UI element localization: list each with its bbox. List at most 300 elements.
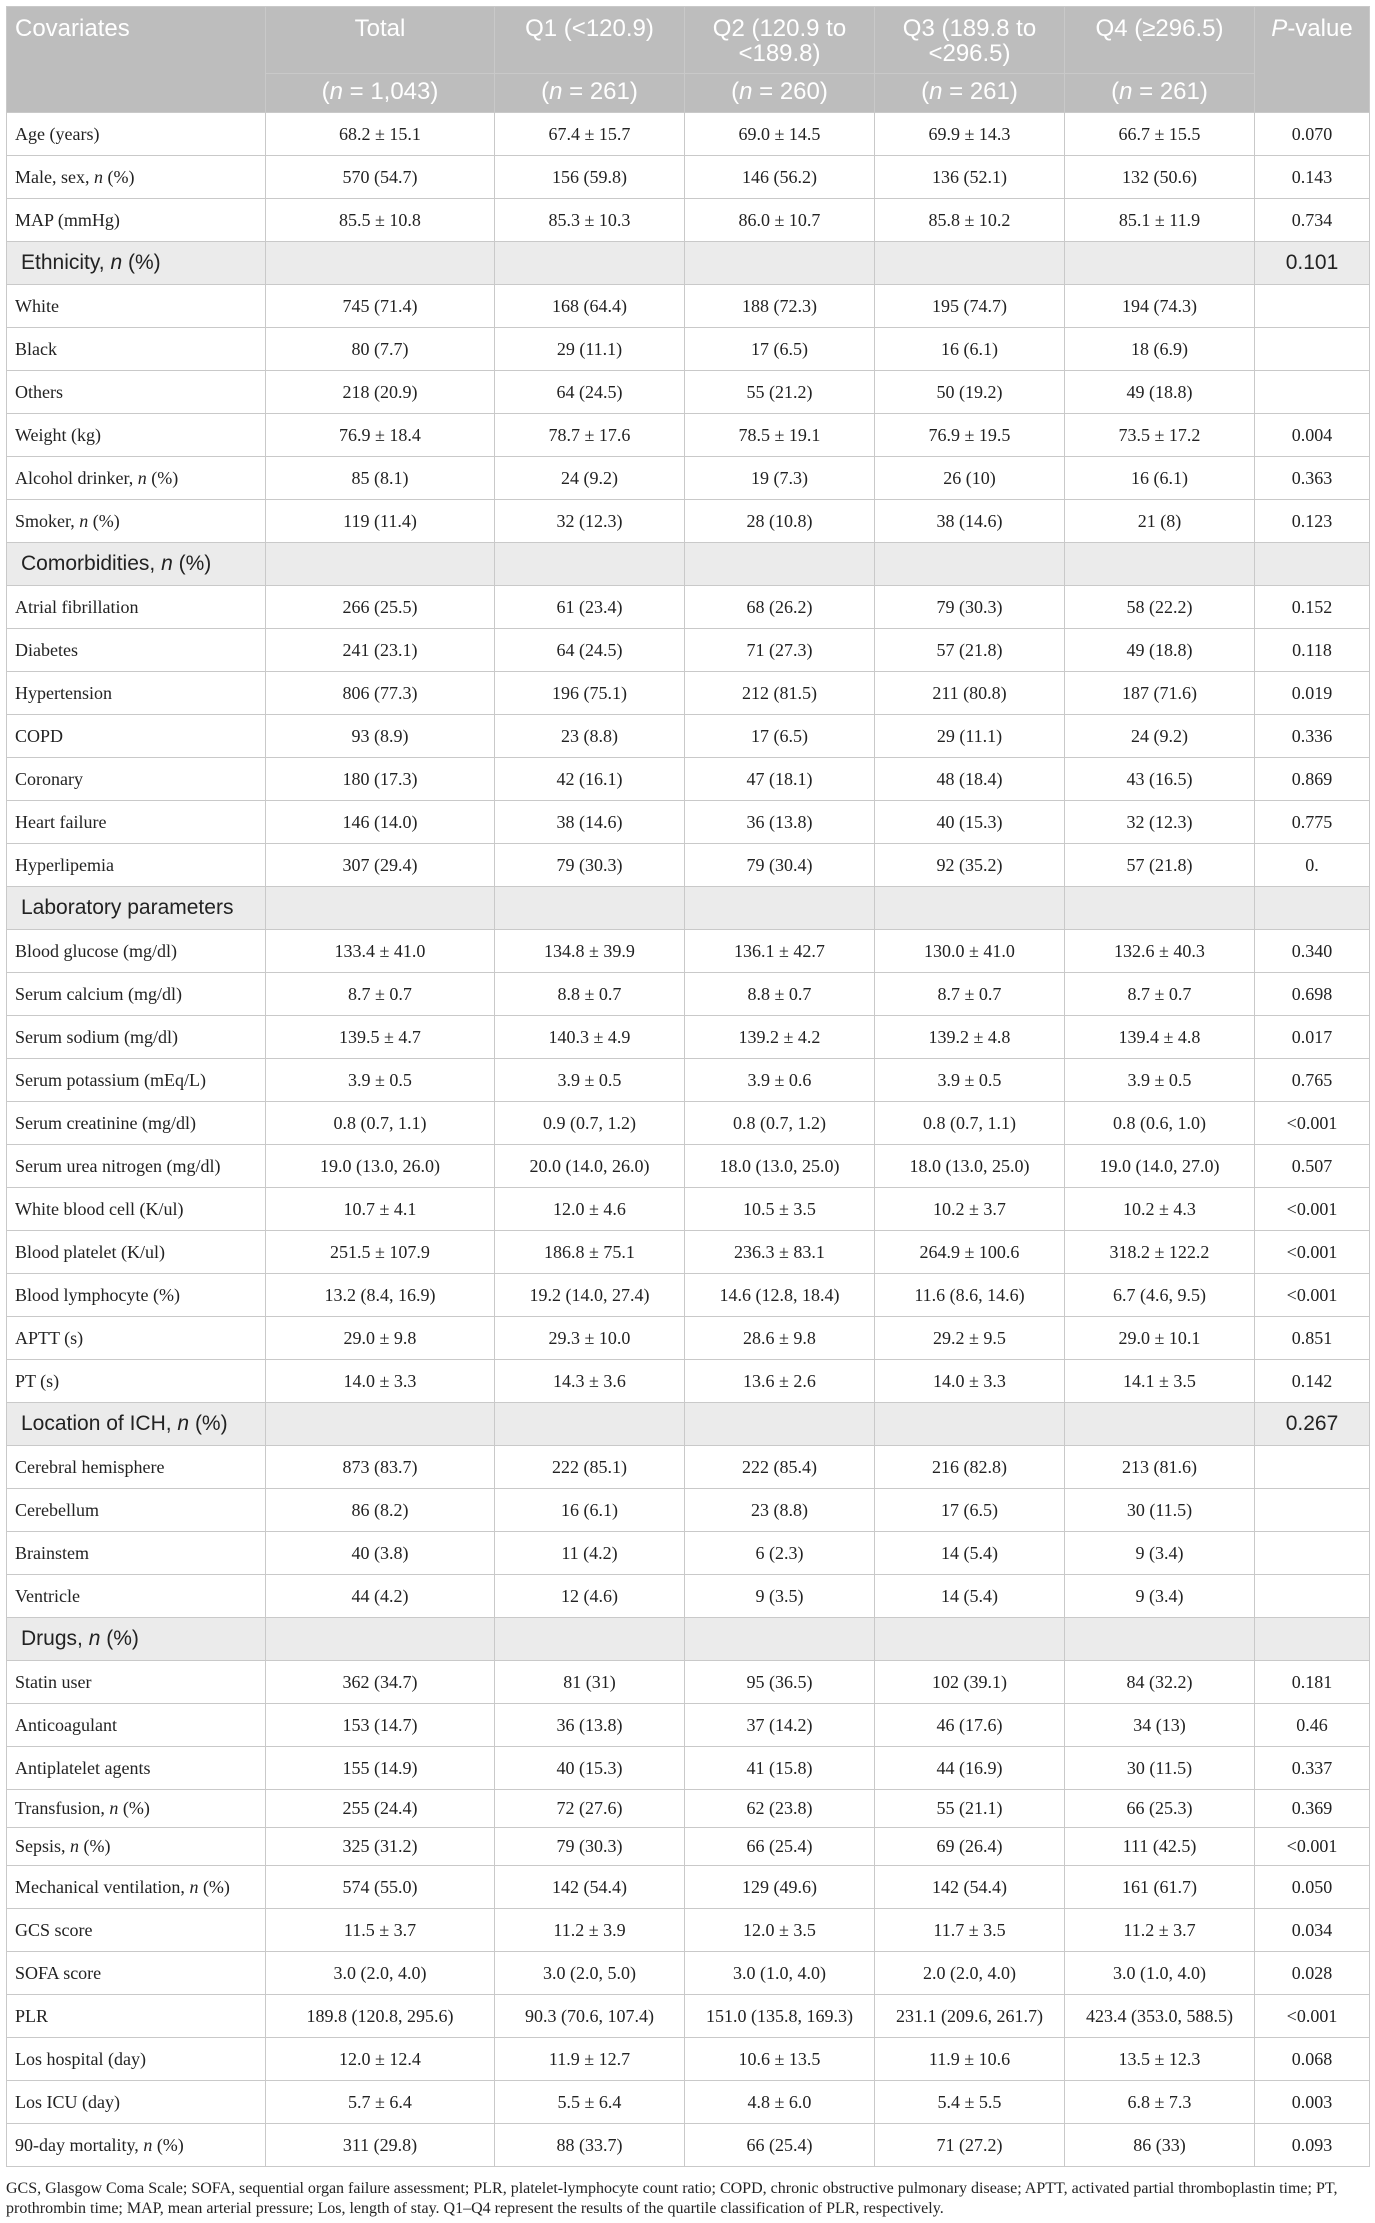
cell-total: 873 (83.7) xyxy=(266,1446,495,1489)
header-n-q3: (n = 261) xyxy=(875,74,1065,113)
cell-p-value: <0.001 xyxy=(1255,1231,1370,1274)
cell-q4: 213 (81.6) xyxy=(1065,1446,1255,1489)
cell-q4: 19.0 (14.0, 27.0) xyxy=(1065,1145,1255,1188)
table-row xyxy=(7,715,1370,758)
cell-p-value: 0.336 xyxy=(1255,715,1370,758)
cell-total: 570 (54.7) xyxy=(266,156,495,199)
cell-q2: 19 (7.3) xyxy=(685,457,875,500)
section-total xyxy=(266,1403,495,1446)
cell-p-value: 0.369 xyxy=(1255,1790,1370,1828)
cell-p-value: 0.142 xyxy=(1255,1360,1370,1403)
cell-total: 189.8 (120.8, 295.6) xyxy=(266,1995,495,2038)
cell-q4: 14.1 ± 3.5 xyxy=(1065,1360,1255,1403)
table-row xyxy=(7,1446,1370,1489)
cell-q4: 16 (6.1) xyxy=(1065,457,1255,500)
cell-q2: 47 (18.1) xyxy=(685,758,875,801)
section-total xyxy=(266,887,495,930)
table-row xyxy=(7,1360,1370,1403)
cell-p-value: 0.340 xyxy=(1255,930,1370,973)
cell-total: 5.7 ± 6.4 xyxy=(266,2081,495,2124)
cell-p-value: <0.001 xyxy=(1255,1188,1370,1231)
cell-covariate: Male, sex, n (%) xyxy=(7,156,266,199)
cell-q2: 9 (3.5) xyxy=(685,1575,875,1618)
cell-q3: 231.1 (209.6, 261.7) xyxy=(875,1995,1065,2038)
cell-total: 153 (14.7) xyxy=(266,1704,495,1747)
cell-q1: 20.0 (14.0, 26.0) xyxy=(495,1145,685,1188)
header-q2: Q2 (120.9 to <189.8) xyxy=(685,7,875,74)
section-q4 xyxy=(1065,242,1255,285)
cell-total: 307 (29.4) xyxy=(266,844,495,887)
cell-p-value: 0.363 xyxy=(1255,457,1370,500)
section-q3 xyxy=(875,543,1065,586)
cell-covariate: Blood lymphocyte (%) xyxy=(7,1274,266,1317)
header-q4: Q4 (≥296.5) xyxy=(1065,7,1255,74)
cell-total: 362 (34.7) xyxy=(266,1661,495,1704)
section-p-value xyxy=(1255,543,1370,586)
table-row xyxy=(7,1489,1370,1532)
cell-q2: 66 (25.4) xyxy=(685,1828,875,1866)
cell-p-value xyxy=(1255,371,1370,414)
cell-covariate: Brainstem xyxy=(7,1532,266,1575)
cell-q4: 161 (61.7) xyxy=(1065,1866,1255,1909)
cell-total: 311 (29.8) xyxy=(266,2124,495,2167)
cell-p-value: 0.869 xyxy=(1255,758,1370,801)
cell-total: 325 (31.2) xyxy=(266,1828,495,1866)
section-q1 xyxy=(495,1618,685,1661)
table-row xyxy=(7,2081,1370,2124)
table-row xyxy=(7,457,1370,500)
cell-q1: 5.5 ± 6.4 xyxy=(495,2081,685,2124)
cell-total: 40 (3.8) xyxy=(266,1532,495,1575)
cell-q3: 46 (17.6) xyxy=(875,1704,1065,1747)
section-q2 xyxy=(685,887,875,930)
cell-q4: 18 (6.9) xyxy=(1065,328,1255,371)
cell-q4: 43 (16.5) xyxy=(1065,758,1255,801)
cell-q4: 139.4 ± 4.8 xyxy=(1065,1016,1255,1059)
cell-q1: 38 (14.6) xyxy=(495,801,685,844)
table-row xyxy=(7,629,1370,672)
cell-q2: 10.6 ± 13.5 xyxy=(685,2038,875,2081)
cell-covariate: Atrial fibrillation xyxy=(7,586,266,629)
cell-q2: 68 (26.2) xyxy=(685,586,875,629)
cell-q4: 58 (22.2) xyxy=(1065,586,1255,629)
table-row xyxy=(7,1532,1370,1575)
cell-q3: 3.9 ± 0.5 xyxy=(875,1059,1065,1102)
cell-q4: 132 (50.6) xyxy=(1065,156,1255,199)
section-q4 xyxy=(1065,887,1255,930)
table-row xyxy=(7,156,1370,199)
cell-q1: 12 (4.6) xyxy=(495,1575,685,1618)
cell-covariate: Black xyxy=(7,328,266,371)
cell-q1: 142 (54.4) xyxy=(495,1866,685,1909)
header-n-q2: (n = 260) xyxy=(685,74,875,113)
cell-q3: 14.0 ± 3.3 xyxy=(875,1360,1065,1403)
cell-q2: 129 (49.6) xyxy=(685,1866,875,1909)
cell-q1: 156 (59.8) xyxy=(495,156,685,199)
cell-covariate: GCS score xyxy=(7,1909,266,1952)
cell-q1: 36 (13.8) xyxy=(495,1704,685,1747)
cell-total: 80 (7.7) xyxy=(266,328,495,371)
cell-p-value: 0.507 xyxy=(1255,1145,1370,1188)
cell-q1: 168 (64.4) xyxy=(495,285,685,328)
cell-q2: 222 (85.4) xyxy=(685,1446,875,1489)
baseline-characteristics-table-container xyxy=(6,6,1369,2167)
cell-covariate: Statin user xyxy=(7,1661,266,1704)
cell-q1: 42 (16.1) xyxy=(495,758,685,801)
table-row xyxy=(7,1747,1370,1790)
cell-covariate: Serum calcium (mg/dl) xyxy=(7,973,266,1016)
cell-q4: 24 (9.2) xyxy=(1065,715,1255,758)
cell-covariate: Hypertension xyxy=(7,672,266,715)
baseline-characteristics-table xyxy=(6,6,1370,2167)
cell-total: 574 (55.0) xyxy=(266,1866,495,1909)
cell-p-value: 0.337 xyxy=(1255,1747,1370,1790)
table-row xyxy=(7,414,1370,457)
cell-q4: 9 (3.4) xyxy=(1065,1532,1255,1575)
cell-q1: 134.8 ± 39.9 xyxy=(495,930,685,973)
cell-q2: 18.0 (13.0, 25.0) xyxy=(685,1145,875,1188)
section-q2 xyxy=(685,1618,875,1661)
cell-q4: 11.2 ± 3.7 xyxy=(1065,1909,1255,1952)
cell-q4: 3.9 ± 0.5 xyxy=(1065,1059,1255,1102)
cell-q4: 21 (8) xyxy=(1065,500,1255,543)
section-header-row xyxy=(7,543,1370,586)
cell-q3: 0.8 (0.7, 1.1) xyxy=(875,1102,1065,1145)
cell-q4: 194 (74.3) xyxy=(1065,285,1255,328)
cell-q4: 423.4 (353.0, 588.5) xyxy=(1065,1995,1255,2038)
cell-q1: 64 (24.5) xyxy=(495,371,685,414)
cell-q3: 92 (35.2) xyxy=(875,844,1065,887)
section-total xyxy=(266,1618,495,1661)
cell-q4: 30 (11.5) xyxy=(1065,1747,1255,1790)
cell-q1: 24 (9.2) xyxy=(495,457,685,500)
cell-covariate: Hyperlipemia xyxy=(7,844,266,887)
cell-total: 13.2 (8.4, 16.9) xyxy=(266,1274,495,1317)
cell-q4: 66 (25.3) xyxy=(1065,1790,1255,1828)
cell-total: 251.5 ± 107.9 xyxy=(266,1231,495,1274)
cell-q1: 0.9 (0.7, 1.2) xyxy=(495,1102,685,1145)
cell-p-value xyxy=(1255,1532,1370,1575)
cell-q2: 17 (6.5) xyxy=(685,715,875,758)
cell-p-value: 0.050 xyxy=(1255,1866,1370,1909)
header-p-value: P-value xyxy=(1255,7,1370,113)
table-row xyxy=(7,2124,1370,2167)
cell-total: 241 (23.1) xyxy=(266,629,495,672)
cell-q4: 6.7 (4.6, 9.5) xyxy=(1065,1274,1255,1317)
cell-total: 255 (24.4) xyxy=(266,1790,495,1828)
table-row xyxy=(7,328,1370,371)
cell-q3: 8.7 ± 0.7 xyxy=(875,973,1065,1016)
cell-total: 218 (20.9) xyxy=(266,371,495,414)
table-row xyxy=(7,844,1370,887)
cell-q2: 78.5 ± 19.1 xyxy=(685,414,875,457)
section-covariate: Comorbidities, n (%) xyxy=(7,543,266,586)
section-q4 xyxy=(1065,543,1255,586)
section-header-row xyxy=(7,1403,1370,1446)
cell-q3: 57 (21.8) xyxy=(875,629,1065,672)
cell-covariate: COPD xyxy=(7,715,266,758)
cell-covariate: Anticoagulant xyxy=(7,1704,266,1747)
cell-q3: 26 (10) xyxy=(875,457,1065,500)
cell-q4: 9 (3.4) xyxy=(1065,1575,1255,1618)
table-row xyxy=(7,500,1370,543)
cell-q4: 84 (32.2) xyxy=(1065,1661,1255,1704)
cell-total: 68.2 ± 15.1 xyxy=(266,113,495,156)
table-header xyxy=(7,7,1370,113)
cell-q1: 32 (12.3) xyxy=(495,500,685,543)
cell-q3: 102 (39.1) xyxy=(875,1661,1065,1704)
cell-covariate: Blood glucose (mg/dl) xyxy=(7,930,266,973)
cell-q1: 29.3 ± 10.0 xyxy=(495,1317,685,1360)
cell-q4: 34 (13) xyxy=(1065,1704,1255,1747)
cell-q2: 14.6 (12.8, 18.4) xyxy=(685,1274,875,1317)
section-p-value xyxy=(1255,1618,1370,1661)
cell-q1: 222 (85.1) xyxy=(495,1446,685,1489)
cell-q3: 130.0 ± 41.0 xyxy=(875,930,1065,973)
cell-p-value: <0.001 xyxy=(1255,1995,1370,2038)
cell-q3: 76.9 ± 19.5 xyxy=(875,414,1065,457)
section-q4 xyxy=(1065,1403,1255,1446)
table-row xyxy=(7,1188,1370,1231)
cell-q4: 6.8 ± 7.3 xyxy=(1065,2081,1255,2124)
header-row-labels xyxy=(7,7,1370,74)
cell-p-value: <0.001 xyxy=(1255,1828,1370,1866)
cell-q4: 57 (21.8) xyxy=(1065,844,1255,887)
cell-q1: 11.9 ± 12.7 xyxy=(495,2038,685,2081)
cell-q3: 69.9 ± 14.3 xyxy=(875,113,1065,156)
header-covariates: Covariates xyxy=(7,7,266,113)
cell-q3: 29.2 ± 9.5 xyxy=(875,1317,1065,1360)
header-q1: Q1 (<120.9) xyxy=(495,7,685,74)
cell-q1: 72 (27.6) xyxy=(495,1790,685,1828)
cell-total: 12.0 ± 12.4 xyxy=(266,2038,495,2081)
cell-q4: 132.6 ± 40.3 xyxy=(1065,930,1255,973)
cell-covariate: Cerebral hemisphere xyxy=(7,1446,266,1489)
section-header-row xyxy=(7,887,1370,930)
cell-q1: 88 (33.7) xyxy=(495,2124,685,2167)
cell-q2: 136.1 ± 42.7 xyxy=(685,930,875,973)
cell-total: 3.0 (2.0, 4.0) xyxy=(266,1952,495,1995)
cell-q2: 3.9 ± 0.6 xyxy=(685,1059,875,1102)
cell-total: 806 (77.3) xyxy=(266,672,495,715)
cell-q3: 211 (80.8) xyxy=(875,672,1065,715)
section-q1 xyxy=(495,242,685,285)
cell-q2: 28.6 ± 9.8 xyxy=(685,1317,875,1360)
cell-q2: 12.0 ± 3.5 xyxy=(685,1909,875,1952)
table-row xyxy=(7,1102,1370,1145)
cell-q3: 216 (82.8) xyxy=(875,1446,1065,1489)
cell-total: 119 (11.4) xyxy=(266,500,495,543)
cell-q1: 11 (4.2) xyxy=(495,1532,685,1575)
cell-q2: 37 (14.2) xyxy=(685,1704,875,1747)
cell-q3: 50 (19.2) xyxy=(875,371,1065,414)
header-n-q4: (n = 261) xyxy=(1065,74,1255,113)
cell-total: 180 (17.3) xyxy=(266,758,495,801)
cell-q1: 79 (30.3) xyxy=(495,844,685,887)
cell-q2: 151.0 (135.8, 169.3) xyxy=(685,1995,875,2038)
cell-q3: 136 (52.1) xyxy=(875,156,1065,199)
cell-covariate: Serum sodium (mg/dl) xyxy=(7,1016,266,1059)
section-q3 xyxy=(875,1618,1065,1661)
cell-q2: 62 (23.8) xyxy=(685,1790,875,1828)
cell-p-value xyxy=(1255,285,1370,328)
cell-p-value xyxy=(1255,328,1370,371)
cell-q1: 67.4 ± 15.7 xyxy=(495,113,685,156)
cell-q1: 78.7 ± 17.6 xyxy=(495,414,685,457)
cell-total: 745 (71.4) xyxy=(266,285,495,328)
section-q2 xyxy=(685,242,875,285)
section-q3 xyxy=(875,887,1065,930)
cell-q3: 142 (54.4) xyxy=(875,1866,1065,1909)
section-covariate: Location of ICH, n (%) xyxy=(7,1403,266,1446)
cell-q1: 81 (31) xyxy=(495,1661,685,1704)
table-row xyxy=(7,1661,1370,1704)
cell-covariate: PT (s) xyxy=(7,1360,266,1403)
cell-p-value: 0.152 xyxy=(1255,586,1370,629)
section-q3 xyxy=(875,242,1065,285)
cell-q3: 11.6 (8.6, 14.6) xyxy=(875,1274,1065,1317)
cell-q3: 264.9 ± 100.6 xyxy=(875,1231,1065,1274)
table-row xyxy=(7,586,1370,629)
cell-total: 146 (14.0) xyxy=(266,801,495,844)
cell-total: 76.9 ± 18.4 xyxy=(266,414,495,457)
section-p-value: 0.267 xyxy=(1255,1403,1370,1446)
cell-q2: 146 (56.2) xyxy=(685,156,875,199)
cell-q2: 139.2 ± 4.2 xyxy=(685,1016,875,1059)
table-row xyxy=(7,1016,1370,1059)
table-row xyxy=(7,1790,1370,1828)
cell-q4: 86 (33) xyxy=(1065,2124,1255,2167)
cell-q3: 55 (21.1) xyxy=(875,1790,1065,1828)
cell-q2: 212 (81.5) xyxy=(685,672,875,715)
table-row xyxy=(7,758,1370,801)
cell-q3: 69 (26.4) xyxy=(875,1828,1065,1866)
cell-q4: 32 (12.3) xyxy=(1065,801,1255,844)
cell-covariate: Serum creatinine (mg/dl) xyxy=(7,1102,266,1145)
cell-total: 8.7 ± 0.7 xyxy=(266,973,495,1016)
table-row xyxy=(7,1317,1370,1360)
cell-p-value: 0.851 xyxy=(1255,1317,1370,1360)
table-row xyxy=(7,2038,1370,2081)
cell-q4: 66.7 ± 15.5 xyxy=(1065,113,1255,156)
cell-q2: 13.6 ± 2.6 xyxy=(685,1360,875,1403)
cell-total: 19.0 (13.0, 26.0) xyxy=(266,1145,495,1188)
cell-q3: 17 (6.5) xyxy=(875,1489,1065,1532)
cell-q1: 40 (15.3) xyxy=(495,1747,685,1790)
cell-covariate: Heart failure xyxy=(7,801,266,844)
cell-q1: 79 (30.3) xyxy=(495,1828,685,1866)
header-total: Total xyxy=(266,7,495,74)
cell-q3: 29 (11.1) xyxy=(875,715,1065,758)
cell-q1: 140.3 ± 4.9 xyxy=(495,1016,685,1059)
cell-q1: 61 (23.4) xyxy=(495,586,685,629)
cell-q2: 79 (30.4) xyxy=(685,844,875,887)
cell-covariate: Ventricle xyxy=(7,1575,266,1618)
table-row xyxy=(7,1952,1370,1995)
cell-q3: 2.0 (2.0, 4.0) xyxy=(875,1952,1065,1995)
cell-covariate: Diabetes xyxy=(7,629,266,672)
cell-covariate: Antiplatelet agents xyxy=(7,1747,266,1790)
cell-p-value xyxy=(1255,1575,1370,1618)
cell-q2: 0.8 (0.7, 1.2) xyxy=(685,1102,875,1145)
cell-total: 133.4 ± 41.0 xyxy=(266,930,495,973)
cell-covariate: Transfusion, n (%) xyxy=(7,1790,266,1828)
cell-q4: 187 (71.6) xyxy=(1065,672,1255,715)
header-q3: Q3 (189.8 to <296.5) xyxy=(875,7,1065,74)
cell-q3: 48 (18.4) xyxy=(875,758,1065,801)
cell-q2: 86.0 ± 10.7 xyxy=(685,199,875,242)
cell-covariate: Cerebellum xyxy=(7,1489,266,1532)
cell-q3: 11.7 ± 3.5 xyxy=(875,1909,1065,1952)
table-row xyxy=(7,1274,1370,1317)
cell-p-value: 0.123 xyxy=(1255,500,1370,543)
cell-q2: 95 (36.5) xyxy=(685,1661,875,1704)
cell-q3: 16 (6.1) xyxy=(875,328,1065,371)
cell-total: 85 (8.1) xyxy=(266,457,495,500)
cell-q2: 4.8 ± 6.0 xyxy=(685,2081,875,2124)
cell-p-value: 0.019 xyxy=(1255,672,1370,715)
header-n-total: (n = 1,043) xyxy=(266,74,495,113)
section-total xyxy=(266,543,495,586)
cell-q2: 188 (72.3) xyxy=(685,285,875,328)
cell-total: 29.0 ± 9.8 xyxy=(266,1317,495,1360)
cell-p-value: 0.070 xyxy=(1255,113,1370,156)
cell-covariate: 90-day mortality, n (%) xyxy=(7,2124,266,2167)
cell-q2: 10.5 ± 3.5 xyxy=(685,1188,875,1231)
cell-covariate: PLR xyxy=(7,1995,266,2038)
cell-q2: 236.3 ± 83.1 xyxy=(685,1231,875,1274)
cell-p-value: 0.181 xyxy=(1255,1661,1370,1704)
section-q1 xyxy=(495,1403,685,1446)
cell-total: 44 (4.2) xyxy=(266,1575,495,1618)
cell-q3: 18.0 (13.0, 25.0) xyxy=(875,1145,1065,1188)
cell-total: 139.5 ± 4.7 xyxy=(266,1016,495,1059)
cell-covariate: Sepsis, n (%) xyxy=(7,1828,266,1866)
cell-q3: 139.2 ± 4.8 xyxy=(875,1016,1065,1059)
cell-covariate: APTT (s) xyxy=(7,1317,266,1360)
cell-q4: 49 (18.8) xyxy=(1065,371,1255,414)
cell-q4: 85.1 ± 11.9 xyxy=(1065,199,1255,242)
cell-q2: 23 (8.8) xyxy=(685,1489,875,1532)
section-q1 xyxy=(495,887,685,930)
cell-total: 3.9 ± 0.5 xyxy=(266,1059,495,1102)
table-row xyxy=(7,1145,1370,1188)
cell-q1: 186.8 ± 75.1 xyxy=(495,1231,685,1274)
table-row xyxy=(7,1704,1370,1747)
cell-covariate: MAP (mmHg) xyxy=(7,199,266,242)
cell-p-value: 0.698 xyxy=(1255,973,1370,1016)
cell-covariate: Mechanical ventilation, n (%) xyxy=(7,1866,266,1909)
cell-q4: 13.5 ± 12.3 xyxy=(1065,2038,1255,2081)
section-q2 xyxy=(685,543,875,586)
cell-p-value: 0.028 xyxy=(1255,1952,1370,1995)
cell-covariate: White xyxy=(7,285,266,328)
table-row xyxy=(7,1995,1370,2038)
table-row xyxy=(7,371,1370,414)
cell-q3: 10.2 ± 3.7 xyxy=(875,1188,1065,1231)
section-q2 xyxy=(685,1403,875,1446)
cell-p-value: 0.765 xyxy=(1255,1059,1370,1102)
table-row xyxy=(7,973,1370,1016)
cell-q1: 12.0 ± 4.6 xyxy=(495,1188,685,1231)
cell-p-value xyxy=(1255,1489,1370,1532)
cell-covariate: Serum urea nitrogen (mg/dl) xyxy=(7,1145,266,1188)
cell-total: 86 (8.2) xyxy=(266,1489,495,1532)
cell-covariate: SOFA score xyxy=(7,1952,266,1995)
cell-q4: 30 (11.5) xyxy=(1065,1489,1255,1532)
cell-p-value: 0.093 xyxy=(1255,2124,1370,2167)
cell-q1: 8.8 ± 0.7 xyxy=(495,973,685,1016)
